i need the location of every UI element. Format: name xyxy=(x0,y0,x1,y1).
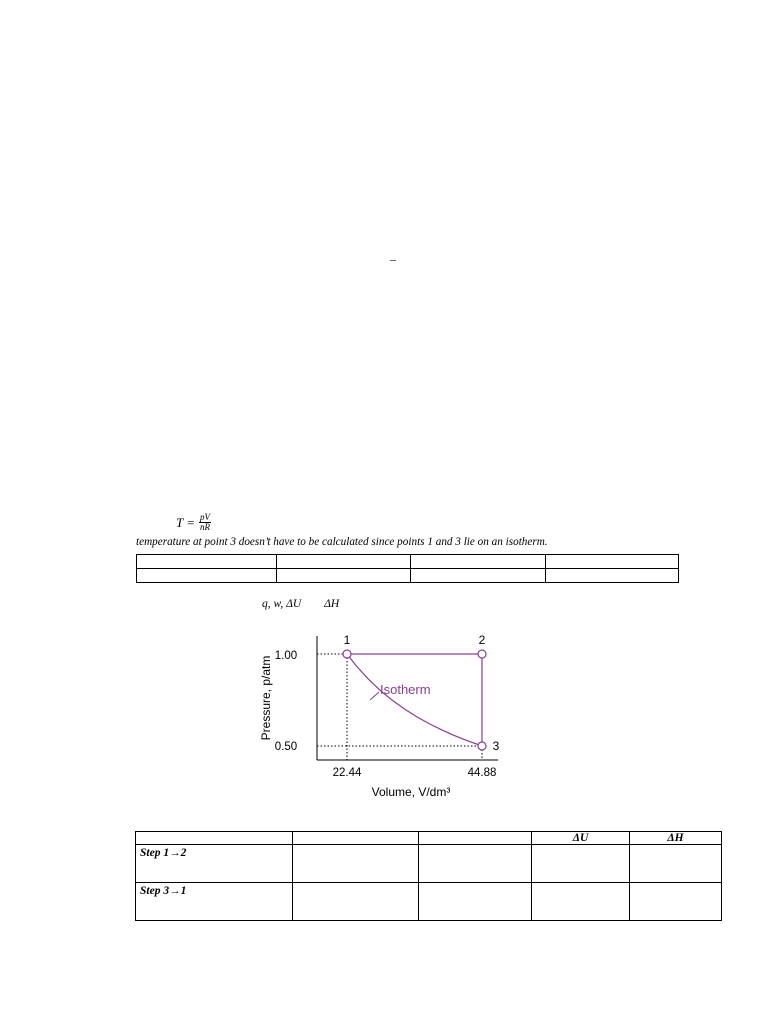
isotherm-curve xyxy=(347,654,482,746)
formula-denominator: nR xyxy=(200,522,211,532)
header-cell: ΔU xyxy=(532,832,630,845)
isotherm-annotation: Isotherm xyxy=(380,682,431,697)
table-cell xyxy=(532,845,630,883)
table-cell xyxy=(546,569,679,583)
table-cell xyxy=(277,569,411,583)
dotted-guides xyxy=(317,654,482,760)
state-point-label: 2 xyxy=(478,633,486,647)
table-cell xyxy=(293,845,419,883)
steps-table xyxy=(135,831,722,921)
table-row xyxy=(137,555,679,569)
table-cell xyxy=(546,555,679,569)
quantities-line: q, w, ΔU ΔH xyxy=(262,598,340,610)
x-tick-label: 44.88 xyxy=(467,767,497,779)
header-cell xyxy=(419,832,532,845)
table-cell xyxy=(411,569,546,583)
isotherm-note: temperature at point 3 doesn’t have to be calculated since points 1 and 3 lie on an isotherm. xyxy=(136,536,548,548)
table-cell xyxy=(277,555,411,569)
table-header-row xyxy=(136,832,722,845)
table-cell xyxy=(532,883,630,921)
header-cell xyxy=(293,832,419,845)
y-tick-label: 1.00 xyxy=(274,650,298,662)
y-tick-label: 0.50 xyxy=(274,741,298,753)
y-axis-label: Pressure, p/atm xyxy=(259,655,273,741)
table-cell xyxy=(630,845,722,883)
state-point-marker xyxy=(343,650,351,658)
table-cell xyxy=(419,845,532,883)
blank-table-top xyxy=(136,554,679,583)
temperature-formula xyxy=(176,513,211,532)
header-cell xyxy=(136,832,293,845)
stray-dash: – xyxy=(390,252,396,266)
state-point-label: 1 xyxy=(343,633,351,647)
table-cell xyxy=(137,555,277,569)
x-axis-label: Volume, V/dm³ xyxy=(371,785,451,799)
state-point-marker xyxy=(478,742,486,750)
header-cell: ΔH xyxy=(630,832,722,845)
formula-fraction xyxy=(199,513,211,532)
state-point-marker xyxy=(478,650,486,658)
table-row xyxy=(137,569,679,583)
formula-lhs: T = xyxy=(176,514,196,530)
table-row xyxy=(136,883,722,921)
x-tick-label: 22.44 xyxy=(332,767,362,779)
step-label: Step 3→1 xyxy=(136,883,293,921)
state-point-label: 3 xyxy=(492,739,500,753)
table-row xyxy=(136,845,722,883)
table-cell xyxy=(293,883,419,921)
table-cell xyxy=(137,569,277,583)
table-cell xyxy=(411,555,546,569)
table-cell xyxy=(630,883,722,921)
step-label: Step 1→2 xyxy=(136,845,293,883)
cycle-path xyxy=(347,654,482,746)
pv-diagram xyxy=(250,628,500,803)
table-cell xyxy=(419,883,532,921)
annotation-pointer xyxy=(370,692,379,700)
formula-numerator: pV xyxy=(200,512,211,522)
